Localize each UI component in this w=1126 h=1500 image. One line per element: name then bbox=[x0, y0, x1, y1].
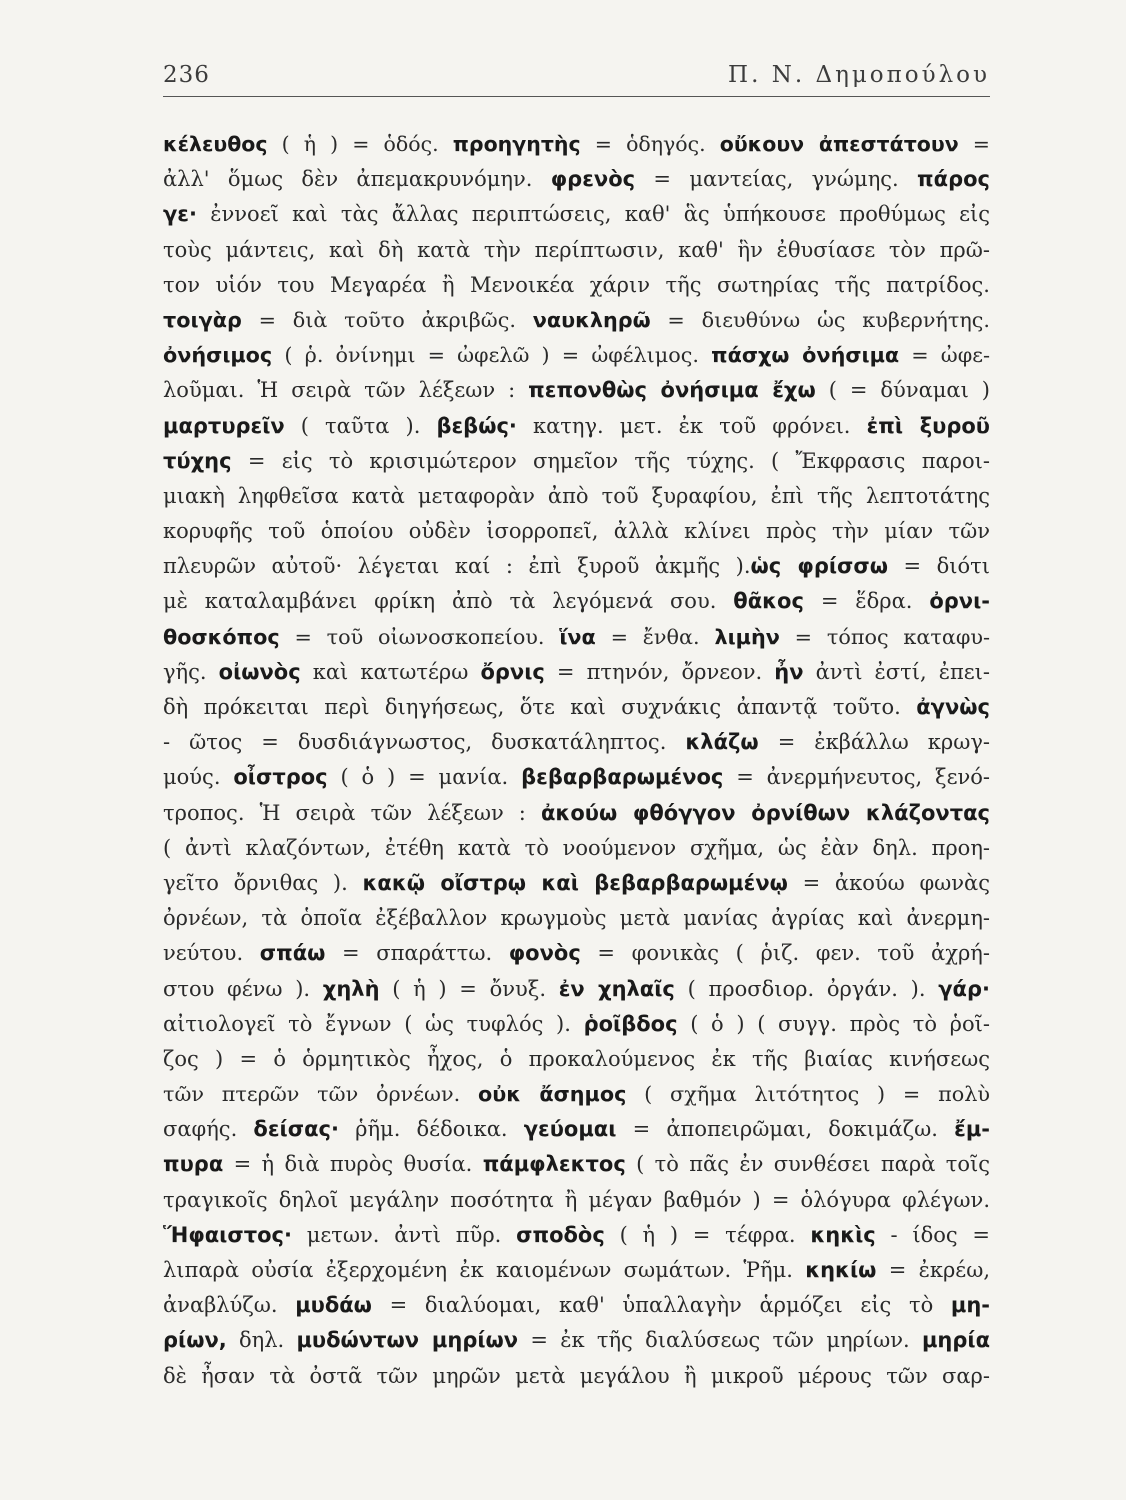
text-line bbox=[163, 514, 990, 549]
gloss-text: μιακὴ ληφθεῖσα κατὰ μεταφορὰν ἀπὸ τοῦ ξυραφίου, ἐπὶ τῆς λεπτοτάτης bbox=[163, 483, 990, 508]
lemma-term: γάρ· bbox=[938, 976, 990, 1001]
gloss-text: ( σχῆμα λιτότητος ) = πολὺ bbox=[626, 1082, 990, 1107]
gloss-text: ἀλλ' ὅμως δὲν ἀπεμακρυνόμην. bbox=[163, 167, 551, 192]
lemma-term: μη- bbox=[950, 1293, 990, 1318]
gloss-text: = σπαράττω. bbox=[325, 941, 509, 966]
text-line bbox=[163, 655, 990, 690]
text-line bbox=[163, 409, 990, 444]
lemma-term: ῥοῖβδος bbox=[583, 1011, 678, 1036]
gloss-text: ( προσδιορ. ὀργάν. ). bbox=[674, 976, 939, 1001]
text-line bbox=[163, 796, 990, 831]
gloss-text: = φονικὰς ( ῥιζ. φεν. τοῦ ἀχρή- bbox=[580, 941, 990, 966]
lemma-term: ρίων, bbox=[163, 1328, 227, 1353]
lemma-term: οὔκουν ἀπεστάτουν bbox=[719, 132, 959, 156]
text-line bbox=[163, 549, 990, 584]
lemma-term: οὐκ ἄσημος bbox=[477, 1082, 627, 1107]
text-line bbox=[163, 338, 990, 373]
lemma-term: πάμφλεκτος bbox=[482, 1152, 626, 1177]
gloss-text: = διευθύνω ὡς κυβερνήτης. bbox=[650, 307, 990, 332]
gloss-text: ( ἡ ) = ὄνυξ. bbox=[379, 976, 559, 1001]
gloss-text: σαφής. bbox=[163, 1117, 254, 1142]
lemma-term: γε· bbox=[163, 202, 197, 227]
lemma-term: ναυκληρῶ bbox=[532, 307, 651, 332]
gloss-text: = ἀκούω φωνὰς bbox=[787, 870, 990, 895]
gloss-text: ζος ) = ὁ ὁρμητικὸς ἦχος, ὁ προκαλούμενος ἐκ τῆς βιαίας κινήσεως bbox=[163, 1046, 990, 1071]
gloss-text: = ὁδηγός. bbox=[580, 132, 720, 156]
lemma-term: οἰωνὸς bbox=[218, 659, 301, 684]
gloss-text: = ἡ διὰ πυρὸς θυσία. bbox=[223, 1152, 483, 1177]
lemma-term: ἐπὶ ξυροῦ bbox=[866, 413, 990, 438]
text-line bbox=[163, 1007, 990, 1042]
text-line bbox=[163, 479, 990, 514]
gloss-text: = εἰς τὸ κρισιμώτερον σημεῖον τῆς τύχης. ( Ἔκφρασις παροι- bbox=[231, 448, 990, 473]
gloss-text: τοὺς μάντεις, καὶ δὴ κατὰ τὴν περίπτωσιν, καθ' ἣν ἐθυσίασε τὸν πρῶ- bbox=[163, 237, 990, 262]
lemma-term: μυδάω bbox=[295, 1293, 372, 1318]
text-line bbox=[163, 162, 990, 197]
gloss-text: = διὰ τοῦτο ἀκριβῶς. bbox=[241, 307, 533, 332]
lemma-term: μυδώντων μηρίων bbox=[296, 1328, 519, 1353]
lemma-term: ἔμ- bbox=[954, 1117, 990, 1142]
gloss-text: μὲ καταλαμβάνει φρίκη ἀπὸ τὰ λεγόμενά σου. bbox=[163, 589, 734, 614]
lemma-term: δείσας· bbox=[253, 1117, 339, 1142]
lemma-term: πάρος bbox=[917, 167, 990, 192]
gloss-text: ἀναβλύζω. bbox=[163, 1293, 296, 1318]
running-head: Π. Ν. Δημοπούλου bbox=[728, 62, 990, 88]
text-line bbox=[163, 725, 990, 760]
lemma-term: ἐν χηλαῖς bbox=[558, 976, 675, 1001]
lemma-term: μαρτυρεῖν bbox=[163, 413, 285, 438]
gloss-text: ( ἡ ) = ὁδός. bbox=[267, 132, 453, 156]
gloss-text: = ἐκβάλλω κρωγ- bbox=[758, 730, 990, 755]
gloss-text: δὴ πρόκειται περὶ διηγήσεως, ὅτε καὶ συχνάκις ἀπαντᾷ τοῦτο. bbox=[163, 695, 917, 719]
lemma-term: ὀνήσιμος bbox=[163, 343, 273, 368]
gloss-text: τραγικοῖς δηλοῖ μεγάλην ποσότητα ἢ μέγαν βαθμόν ) = ὁλόγυρα φλέγων. bbox=[163, 1187, 990, 1212]
lemma-term: προηγητὴς bbox=[452, 132, 581, 156]
gloss-text: = μαντείας, γνώμης. bbox=[635, 167, 918, 192]
gloss-text: ὀρνέων, τὰ ὁποῖα ἐξέβαλλον κρωγμοὺς μετὰ μανίας ἀγρίας καὶ ἀνερμη- bbox=[163, 906, 990, 931]
lemma-term: φονὸς bbox=[508, 941, 581, 966]
gloss-text: = ἀποπειρῶμαι, δοκιμάζω. bbox=[616, 1117, 955, 1142]
text-line bbox=[163, 303, 990, 338]
lemma-term: ἦν bbox=[774, 659, 804, 684]
text-line bbox=[163, 1112, 990, 1147]
page-number: 236 bbox=[163, 62, 210, 88]
gloss-text: ( ῥ. ὀνίνημι = ὠφελῶ ) = ὠφέλιμος. bbox=[272, 343, 712, 368]
lemma-term: πάσχω ὀνήσιμα bbox=[711, 343, 900, 368]
gloss-text: τῶν πτερῶν τῶν ὀρνέων. bbox=[163, 1082, 478, 1107]
text-line bbox=[163, 197, 990, 232]
lemma-term: βεβαρβαρωμένος bbox=[521, 765, 724, 790]
gloss-text: ( ἀντὶ κλαζόντων, ἐτέθη κατὰ τὸ νοούμενον σχῆμα, ὡς ἐὰν δηλ. προη- bbox=[163, 835, 990, 860]
gloss-text: ( ὁ ) = μανία. bbox=[327, 765, 522, 790]
text-line bbox=[163, 1253, 990, 1288]
text-line bbox=[163, 127, 990, 162]
gloss-text: ( = δύναμαι ) bbox=[815, 378, 990, 403]
lemma-term: λιμὴν bbox=[714, 624, 780, 649]
text-line bbox=[163, 1042, 990, 1077]
gloss-text: ( ἡ ) = τέφρα. bbox=[604, 1222, 811, 1247]
text-line bbox=[163, 1147, 990, 1182]
gloss-text: δηλ. bbox=[226, 1328, 297, 1353]
text-line bbox=[163, 690, 990, 725]
lemma-term: ὄρνις bbox=[480, 659, 545, 684]
gloss-text: γῆς. bbox=[163, 659, 219, 684]
text-line bbox=[163, 972, 990, 1007]
gloss-text: λοῦμαι. Ἡ σειρὰ τῶν λέξεων : bbox=[163, 378, 529, 403]
lemma-term: κηκίω bbox=[805, 1258, 877, 1282]
gloss-text: μετων. ἀντὶ πῦρ. bbox=[291, 1222, 517, 1247]
text-line bbox=[163, 760, 990, 795]
gloss-text: ῥῆμ. δέδοικα. bbox=[338, 1117, 524, 1142]
gloss-text: = ὠφε- bbox=[899, 343, 990, 368]
gloss-text: ἀντὶ ἐστί, ἐπει- bbox=[803, 659, 990, 684]
gloss-text: - ῶτος = δυσδιάγνωστος, δυσκατάληπτος. bbox=[163, 730, 686, 755]
gloss-text: νεύτου. bbox=[163, 941, 260, 966]
lemma-term: σποδὸς bbox=[516, 1222, 605, 1247]
lemma-term: θᾶκος bbox=[733, 589, 804, 614]
lemma-term: κακῷ οἴστρῳ καὶ βεβαρβαρωμένῳ bbox=[362, 870, 788, 895]
lemma-term: χηλὴ bbox=[322, 976, 380, 1001]
gloss-text: δὲ ἦσαν τὰ ὀστᾶ τῶν μηρῶν μετὰ μεγάλου ἢ μικροῦ μέρους τῶν σαρ- bbox=[163, 1363, 990, 1388]
lemma-term: μηρία bbox=[921, 1328, 990, 1353]
text-line bbox=[163, 1323, 990, 1358]
text-line bbox=[163, 444, 990, 479]
text-line bbox=[163, 233, 990, 268]
gloss-text: ( ὁ ) ( συγγ. πρὸς τὸ ῥοῖ- bbox=[677, 1011, 990, 1036]
lemma-term: ὀρνι- bbox=[929, 589, 990, 614]
gloss-text: πλευρῶν αὐτοῦ· λέγεται καί : ἐπὶ ξυροῦ ἀκμῆς ). bbox=[163, 554, 751, 579]
commentary-text bbox=[163, 127, 990, 1394]
lemma-term: θοσκόπος bbox=[163, 624, 280, 649]
gloss-text: = πτηνόν, ὄρνεον. bbox=[544, 659, 775, 684]
page-header bbox=[163, 58, 990, 98]
text-line bbox=[163, 901, 990, 936]
gloss-text: = διότι bbox=[888, 554, 990, 579]
gloss-text: ( ταῦτα ). bbox=[284, 413, 437, 438]
gloss-text: στου φένω ). bbox=[163, 976, 323, 1001]
lemma-term: κηκὶς bbox=[810, 1222, 876, 1247]
gloss-text: τον υἱόν του Μεγαρέα ἢ Μενοικέα χάριν τῆς σωτηρίας τῆς πατρίδος. bbox=[163, 272, 990, 297]
gloss-text: ( τὸ πᾶς ἐν συνθέσει παρὰ τοῖς bbox=[625, 1152, 990, 1177]
text-line bbox=[163, 1183, 990, 1218]
lemma-term: οἶστρος bbox=[233, 765, 328, 790]
gloss-text: = διαλύομαι, καθ' ὑπαλλαγὴν ἁρμόζει εἰς τὸ bbox=[371, 1293, 951, 1318]
gloss-text: μούς. bbox=[163, 765, 234, 790]
lemma-term: κέλευθος bbox=[163, 132, 268, 156]
gloss-text: τροπος. Ἡ σειρὰ τῶν λέξεων : bbox=[163, 800, 541, 825]
gloss-text: κορυφῆς τοῦ ὁποίου οὐδὲν ἰσορροπεῖ, ἀλλὰ κλίνει πρὸς τὴν μίαν τῶν bbox=[163, 519, 990, 544]
text-line bbox=[163, 620, 990, 655]
lemma-term: σπάω bbox=[259, 941, 326, 966]
gloss-text: = τόπος καταφυ- bbox=[779, 624, 990, 649]
gloss-text: = ἐκρέω, bbox=[876, 1258, 990, 1282]
text-line bbox=[163, 1077, 990, 1112]
gloss-text: ἐννοεῖ καὶ τὰς ἄλλας περιπτώσεις, καθ' ἃς ὑπήκουσε προθύμως εἰς bbox=[196, 202, 990, 227]
text-line bbox=[163, 1288, 990, 1323]
lemma-term: πεπονθὼς ὀνήσιμα ἔχω bbox=[528, 378, 816, 403]
text-line bbox=[163, 584, 990, 619]
gloss-text: = ἀνερμήνευτος, ξενό- bbox=[723, 765, 990, 790]
lemma-term: ἀγνὼς bbox=[916, 695, 990, 719]
gloss-text: = ἔνθα. bbox=[595, 624, 715, 649]
text-line bbox=[163, 831, 990, 866]
gloss-text: = ἕδρα. bbox=[803, 589, 930, 614]
lemma-term: ὡς φρίσσω bbox=[750, 554, 888, 579]
lemma-term: Ἥφαιστος· bbox=[163, 1222, 292, 1247]
lemma-term: κλάζω bbox=[685, 730, 759, 755]
gloss-text: αἰτιολογεῖ τὸ ἔγνων ( ὡς τυφλός ). bbox=[163, 1011, 584, 1036]
text-line bbox=[163, 866, 990, 901]
text-line bbox=[163, 1359, 990, 1394]
text-line bbox=[163, 373, 990, 408]
lemma-term: τοιγὰρ bbox=[163, 307, 242, 332]
gloss-text: καὶ κατωτέρω bbox=[300, 659, 481, 684]
text-line bbox=[163, 268, 990, 303]
gloss-text: γεῖτο ὄρνιθας ). bbox=[163, 870, 363, 895]
gloss-text: - ίδος = bbox=[875, 1222, 990, 1247]
lemma-term: ἵνα bbox=[559, 624, 596, 649]
lemma-term: ἀκούω φθόγγον ὀρνίθων κλάζοντας bbox=[540, 800, 990, 825]
gloss-text: κατηγ. μετ. ἐκ τοῦ φρόνει. bbox=[516, 413, 867, 438]
gloss-text: = ἐκ τῆς διαλύσεως τῶν μηρίων. bbox=[518, 1328, 922, 1353]
lemma-term: βεβώς· bbox=[436, 413, 517, 438]
lemma-term: γεύομαι bbox=[523, 1117, 617, 1142]
header-rule bbox=[163, 96, 990, 97]
gloss-text: = bbox=[958, 132, 990, 156]
lemma-term: τύχης bbox=[163, 448, 232, 473]
lemma-term: πυρα bbox=[163, 1152, 224, 1177]
gloss-text: = τοῦ οἰωνοσκοπείου. bbox=[279, 624, 560, 649]
text-line bbox=[163, 936, 990, 971]
text-line bbox=[163, 1218, 990, 1253]
lemma-term: φρενὸς bbox=[550, 167, 636, 192]
gloss-text: λιπαρὰ οὐσία ἐξερχομένη ἐκ καιομένων σωμάτων. Ῥῆμ. bbox=[163, 1258, 806, 1282]
